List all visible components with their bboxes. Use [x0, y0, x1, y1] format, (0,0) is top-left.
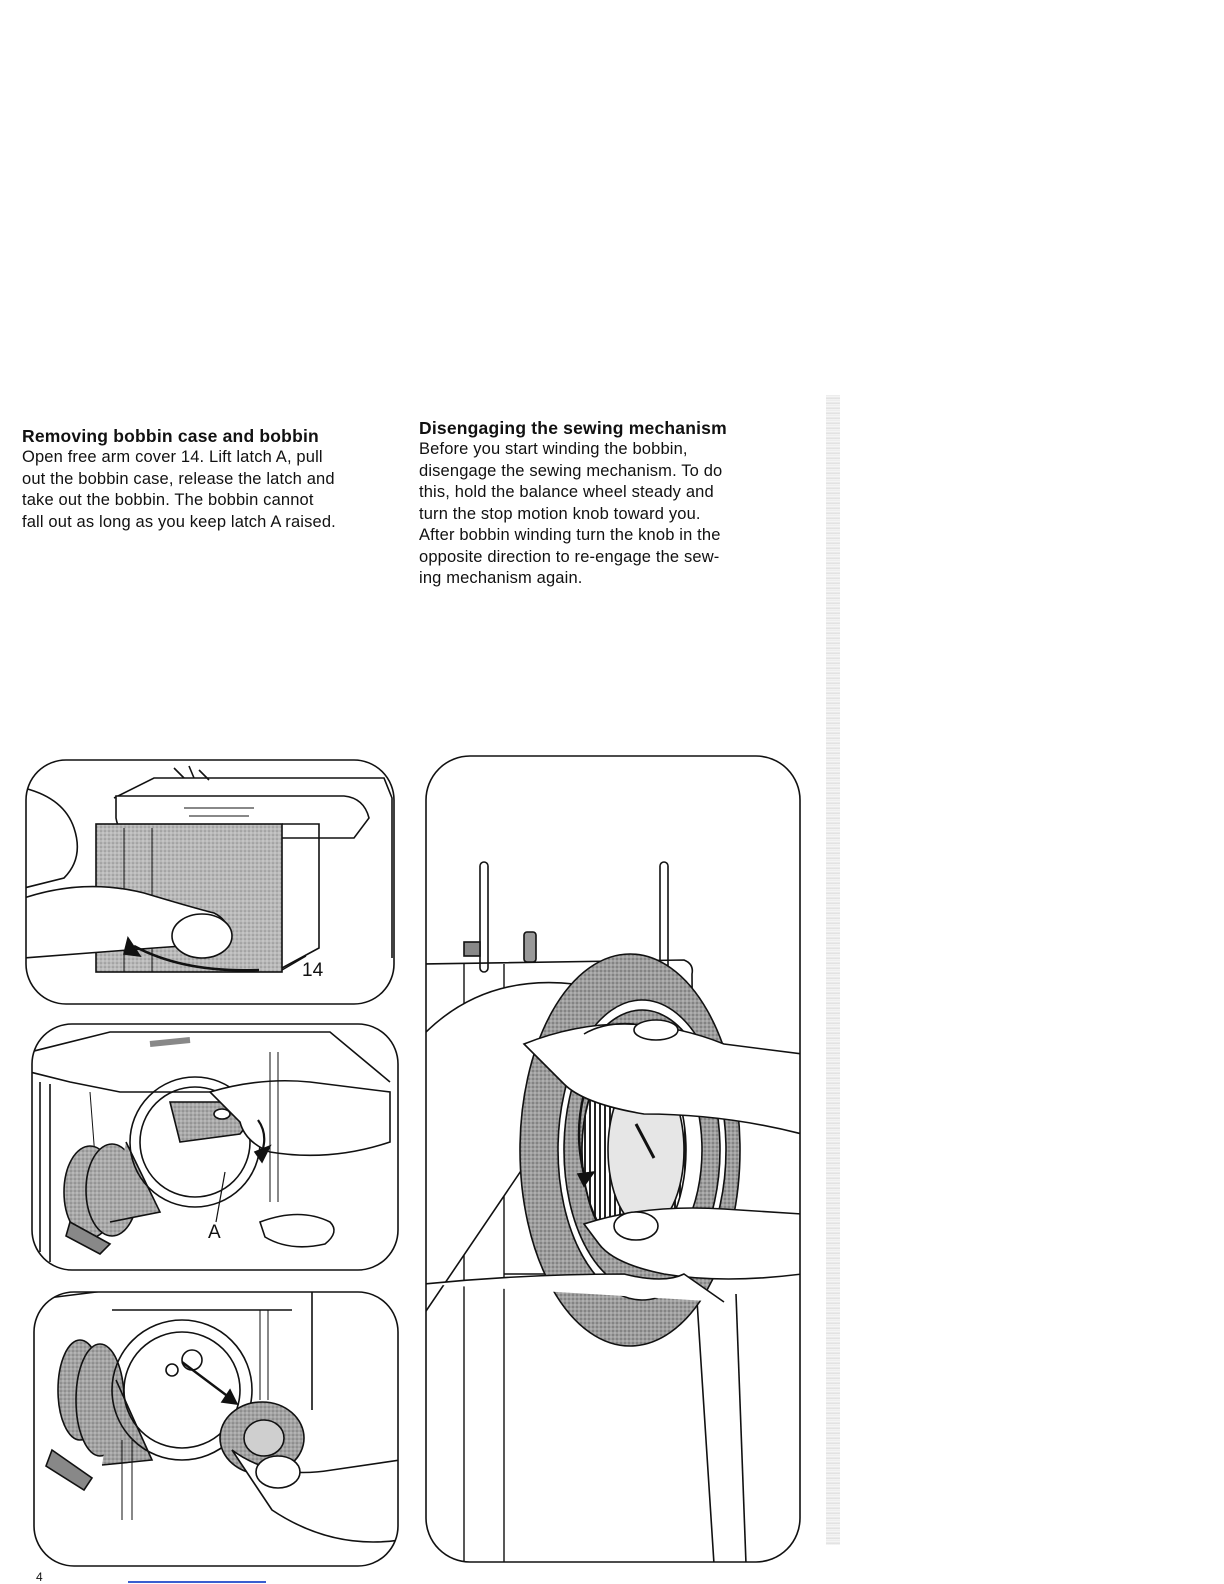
section-body-disengaging	[419, 439, 804, 590]
illustration-stop-motion-knob	[424, 754, 802, 1564]
body-line: opposite direction to re-engage the sew-	[419, 547, 720, 566]
illustration-free-arm-cover	[24, 758, 396, 1006]
body-line: take out the bobbin. The bobbin cannot	[22, 491, 314, 509]
body-line: turn the stop motion knob toward you.	[419, 504, 701, 523]
figure-stop-motion-knob	[424, 754, 802, 1564]
illustration-latch-a	[30, 1022, 400, 1272]
section-heading-disengaging: Disengaging the sewing mechanism	[419, 418, 727, 438]
scan-edge-artifact	[826, 395, 840, 1545]
figure-label-a: A	[208, 1222, 221, 1243]
section-disengaging-mechanism	[419, 418, 804, 590]
body-line: ing mechanism again.	[419, 569, 583, 587]
body-line: Open free arm cover 14. Lift latch A, pull	[22, 448, 323, 466]
body-line: out the bobbin case, release the latch and	[22, 469, 335, 488]
figure-lift-latch	[30, 1022, 400, 1272]
bottom-rule	[128, 1581, 266, 1583]
section-body-removing-bobbin	[22, 447, 407, 533]
figure-label-14: 14	[302, 960, 324, 981]
body-line: Before you start winding the bobbin,	[419, 440, 688, 458]
body-line: After bobbin winding turn the knob in the	[419, 526, 721, 544]
body-line: fall out as long as you keep latch A raised.	[22, 512, 336, 531]
page-number: 4	[36, 1570, 43, 1584]
illustration-bobbin-case	[32, 1290, 400, 1568]
section-removing-bobbin	[22, 426, 407, 533]
section-heading-removing-bobbin: Removing bobbin case and bobbin	[22, 426, 319, 446]
figure-open-free-arm-cover	[24, 758, 396, 1006]
figure-remove-bobbin-case	[32, 1290, 400, 1568]
body-line: disengage the sewing mechanism. To do	[419, 461, 723, 480]
body-line: this, hold the balance wheel steady and	[419, 483, 714, 501]
